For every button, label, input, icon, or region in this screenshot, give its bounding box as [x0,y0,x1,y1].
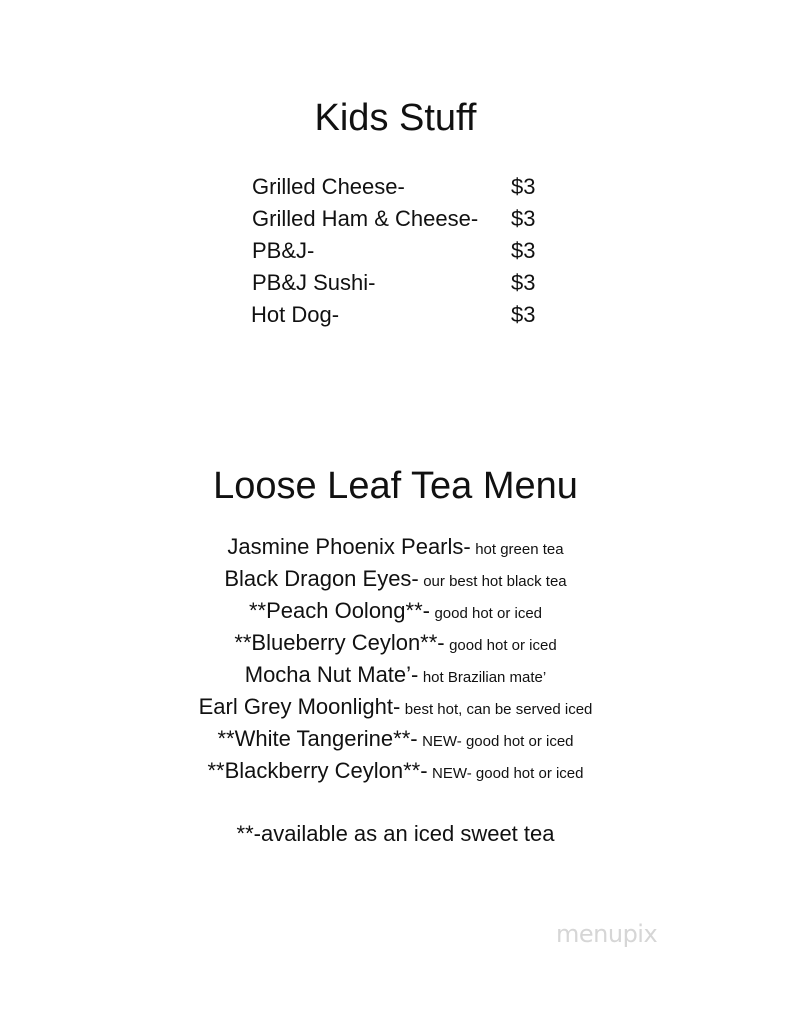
kids-menu-item [252,269,552,297]
kids-item-price: $3 [511,174,536,199]
tea-item-description: our best hot black tea [423,573,567,590]
tea-item-description: hot green tea [475,541,564,558]
kids-item-price: $3 [511,238,536,263]
kids-item-name: PB&J- [252,238,315,263]
tea-item-description: hot Brazilian mate’ [422,669,547,686]
tea-item-description: good hot or iced [434,605,543,622]
tea-menu-item [0,628,791,658]
kids-item-name: Grilled Cheese- [252,174,405,199]
tea-item-name: Mocha Nut Mate’- [244,662,419,687]
kids-menu-item [252,237,552,265]
kids-menu-item [251,301,551,329]
tea-menu-item [0,724,791,754]
tea-item-name: Jasmine Phoenix Pearls- [227,534,471,559]
tea-item-description: good hot or iced [449,637,557,654]
kids-item-name: Hot Dog- [251,302,340,327]
tea-item-description: best hot, can be served iced [404,701,593,718]
kids-item-price: $3 [511,302,536,327]
tea-item-name: Earl Grey Moonlight- [198,694,401,719]
kids-item-price: $3 [511,270,536,295]
tea-item-name: **Peach Oolong**- [248,598,430,623]
tea-menu-item [0,596,791,626]
tea-section-title: Loose Leaf Tea Menu [213,465,578,507]
kids-menu-item [252,205,552,233]
iced-tea-footnote: **-available as an iced sweet tea [236,821,555,846]
tea-item-name: Black Dragon Eyes- [224,566,419,591]
kids-menu-item [252,173,552,201]
tea-menu-item [0,692,791,722]
kids-item-name: PB&J Sushi- [252,270,376,295]
tea-menu-item [0,532,791,562]
menupix-watermark: menupix [556,920,658,948]
tea-item-name: **Blueberry Ceylon**- [234,630,445,655]
kids-item-price: $3 [511,206,536,231]
tea-menu-item [0,660,791,690]
tea-item-name: **Blackberry Ceylon**- [207,758,428,783]
kids-section-title: Kids Stuff [314,97,477,139]
tea-item-description: NEW- good hot or iced [432,765,584,782]
kids-item-name: Grilled Ham & Cheese- [252,206,479,231]
tea-item-name: **White Tangerine**- [217,726,418,751]
tea-item-description: NEW- good hot or iced [422,733,574,750]
tea-menu-item [0,564,791,594]
tea-menu-item [0,756,791,786]
